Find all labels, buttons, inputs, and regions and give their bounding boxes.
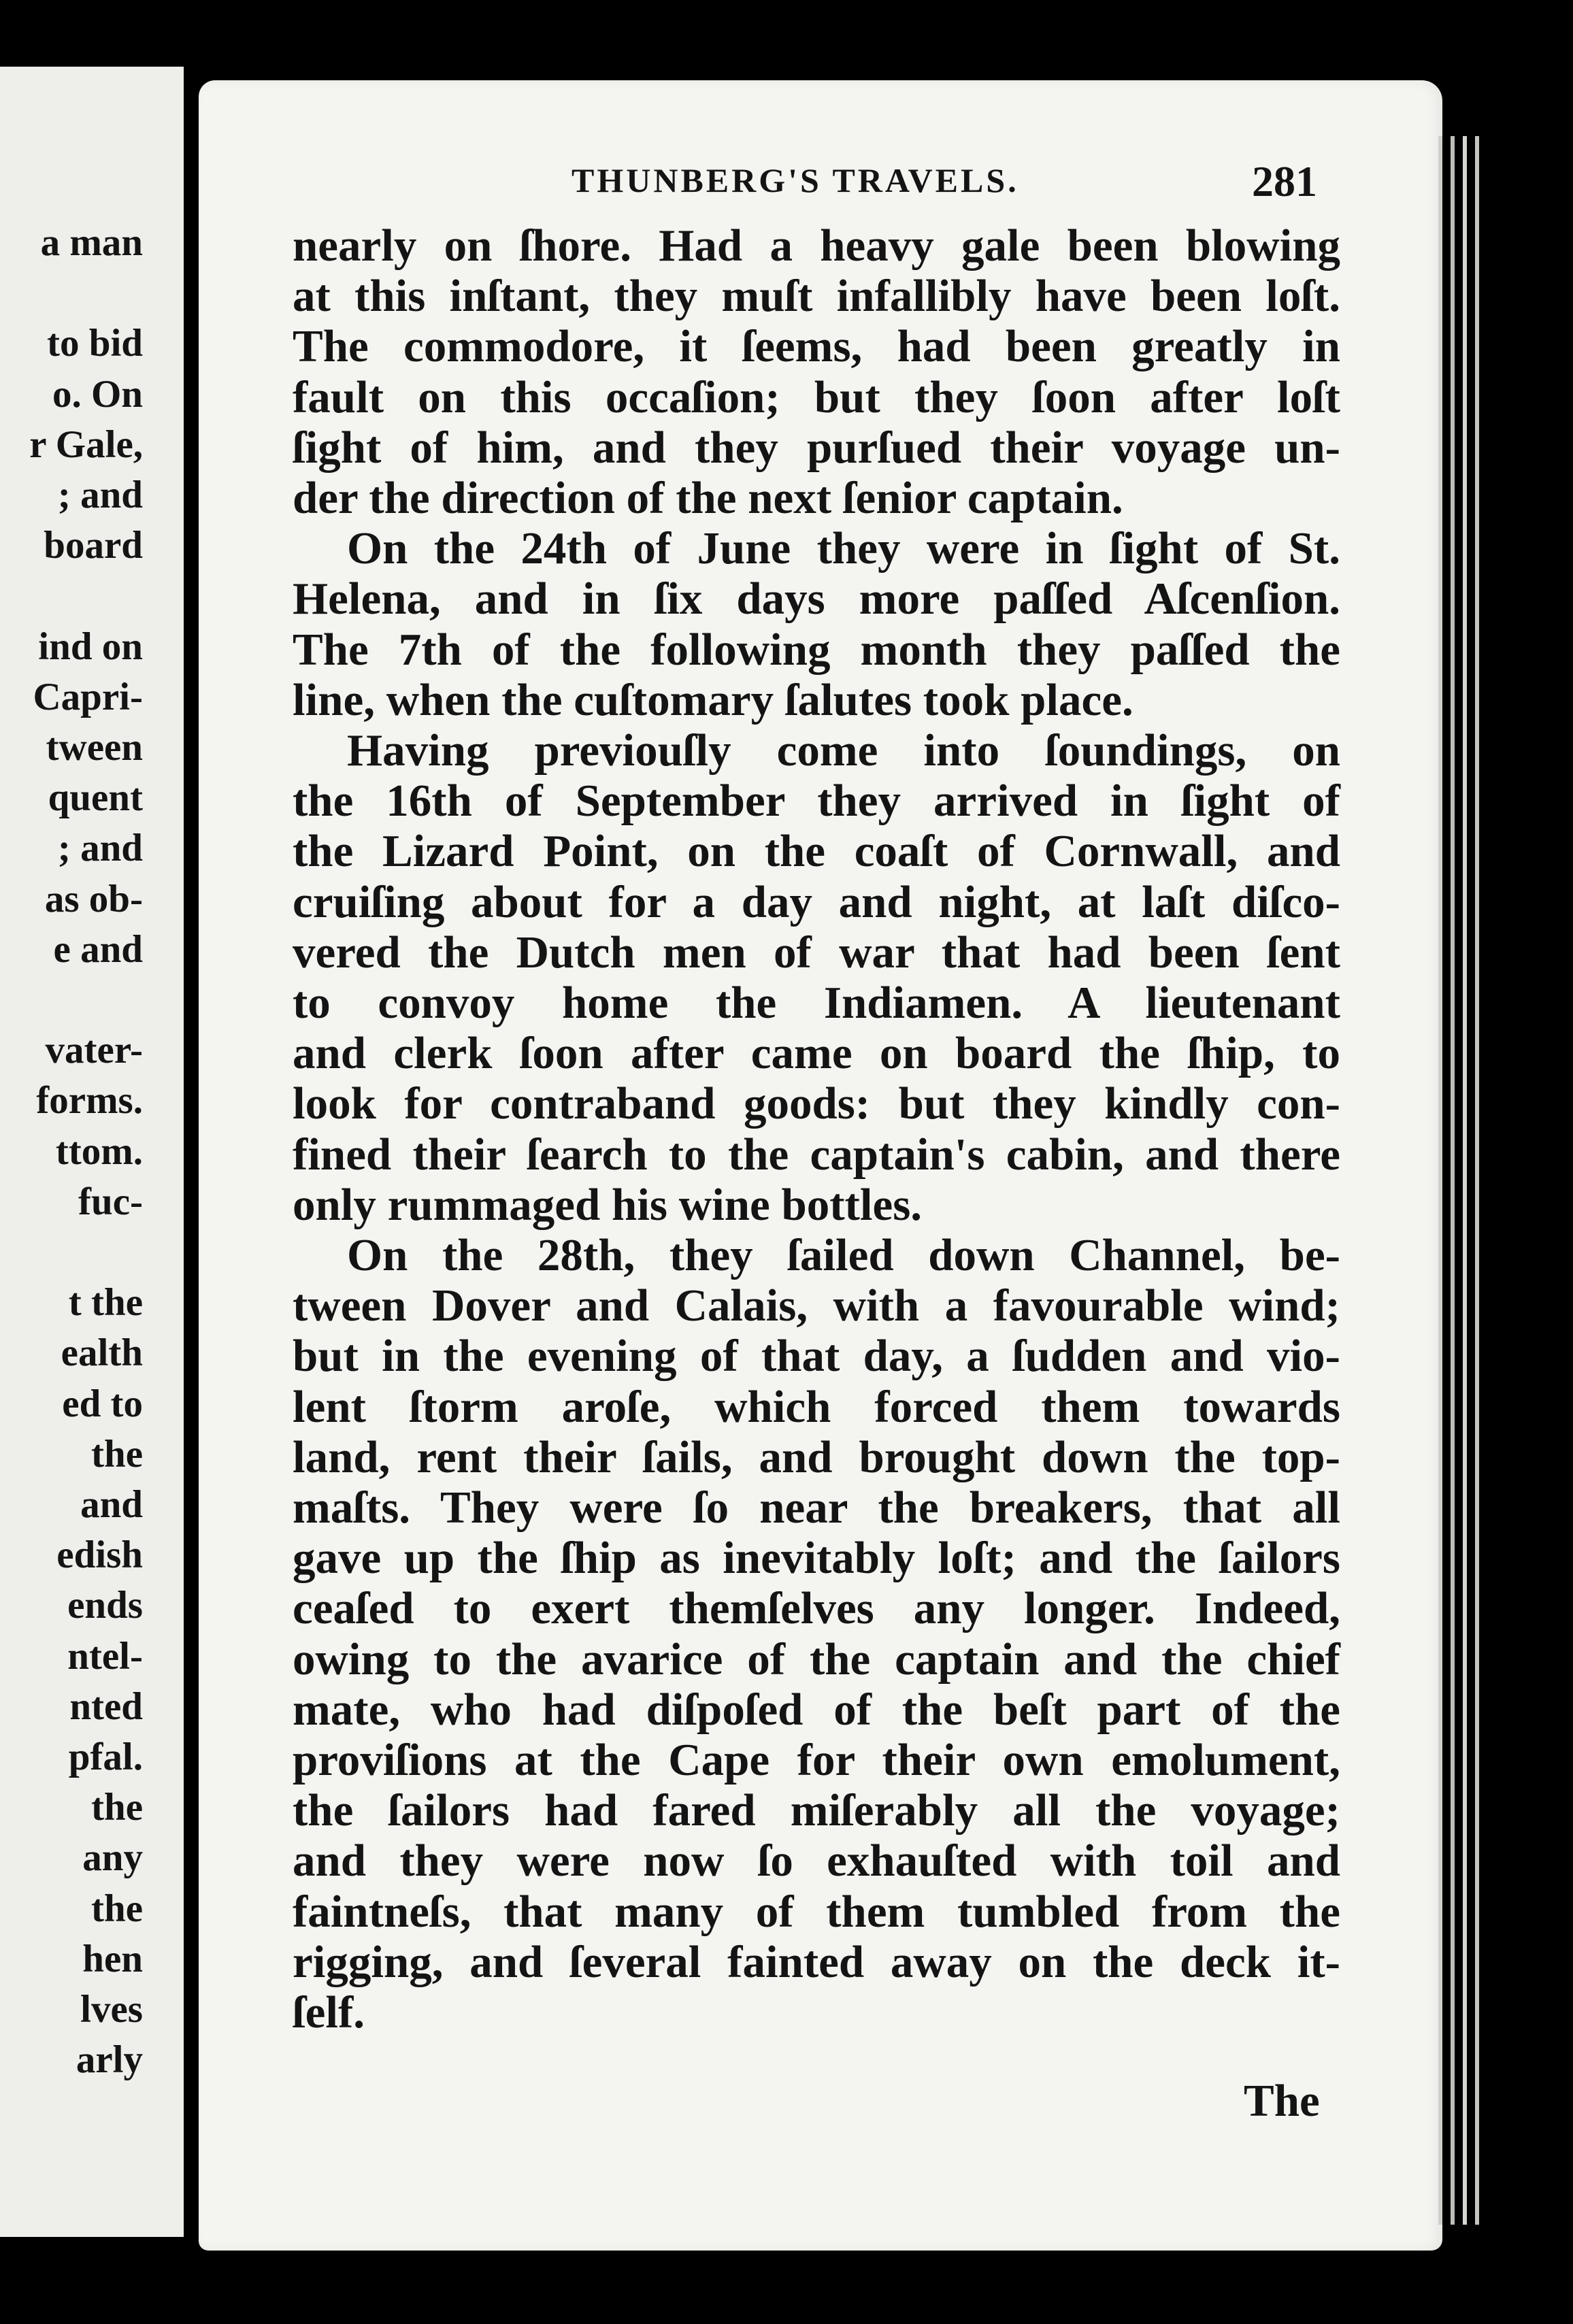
- text-line: look for contraband goods: but they kindly con-: [293, 1078, 1340, 1129]
- left-page-line: pfal.: [68, 1736, 143, 1778]
- left-page-line: Capri-: [33, 675, 143, 718]
- text-line: cruiſing about for a day and night, at laſt diſco-: [293, 876, 1340, 927]
- text-line: On the 28th, they ſailed down Channel, be-: [347, 1230, 1340, 1280]
- left-page-line: ends: [67, 1584, 143, 1627]
- text-line: faintneſs, that many of them tumbled from the: [293, 1886, 1340, 1937]
- page-header: [572, 156, 1573, 204]
- left-page-line: lves: [80, 1988, 143, 2031]
- running-head: THUNBERG'S TRAVELS.: [572, 161, 1019, 199]
- text-line: Helena, and in ſix days more paſſed Aſcenſion.: [293, 574, 1340, 625]
- text-line: The 7th of the following month they paſſed the: [293, 624, 1340, 675]
- text-line: owing to the avarice of the captain and the chief: [293, 1633, 1340, 1684]
- left-page-line: and: [80, 1483, 143, 1526]
- text-line: fined their ſearch to the captain's cabin, and there: [293, 1129, 1340, 1180]
- left-page-line: ; and: [57, 474, 143, 516]
- left-page-line: a man: [40, 221, 143, 264]
- left-page-line: arly: [76, 2038, 143, 2082]
- left-page-line: t the: [68, 1281, 143, 1325]
- left-page-line: o. On: [52, 372, 143, 416]
- left-page-fragment: [0, 67, 184, 2237]
- text-line: maſts. They were ſo near the breakers, that all: [293, 1482, 1340, 1533]
- text-line: ſelf.: [293, 1987, 365, 2038]
- text-line: to convoy home the Indiamen. A lieutenant: [293, 978, 1340, 1028]
- page-edges: [1436, 136, 1517, 2225]
- left-page-line: fuc-: [78, 1180, 143, 1223]
- left-page-line: ind on: [38, 625, 143, 668]
- text-line: nearly on ſhore. Had a heavy gale been blowing: [293, 220, 1340, 271]
- text-line: the 16th of September they arrived in ſight of: [293, 776, 1340, 827]
- text-line: land, rent their ſails, and brought down the top-: [293, 1431, 1340, 1482]
- left-page-line: ; and: [57, 827, 143, 870]
- catchword: The: [1244, 2076, 1320, 2126]
- left-page-line: e and: [53, 927, 143, 971]
- left-page-line: ealth: [61, 1331, 143, 1375]
- text-line: the ſailors had fared miſerably all the voyage;: [293, 1785, 1340, 1836]
- left-page-line: board: [44, 524, 143, 567]
- text-line: only rummaged his wine bottles.: [293, 1179, 923, 1230]
- text-line: vered the Dutch men of war that had been ſent: [293, 927, 1340, 978]
- left-page-line: the: [91, 1887, 143, 1930]
- left-page-line: edish: [56, 1533, 143, 1577]
- left-page-line: ed to: [62, 1382, 143, 1425]
- text-line: ſight of him, and they purſued their voyage un-: [293, 422, 1340, 473]
- left-page-line: the: [91, 1786, 143, 1829]
- text-line: and they were now ſo exhauſted with toil and: [293, 1836, 1340, 1887]
- text-line: and clerk ſoon after came on board the ſhip, to: [293, 1028, 1340, 1079]
- left-page-line: vater-: [45, 1029, 143, 1072]
- left-page-line: quent: [48, 776, 143, 820]
- left-page-line: tween: [46, 726, 143, 769]
- text-line: der the direction of the next ſenior captain.: [293, 473, 1123, 523]
- left-page-line: r Gale,: [29, 422, 143, 466]
- left-page-line: ttom.: [55, 1129, 143, 1173]
- text-line: mate, who had diſpoſed of the beſt part of the: [293, 1684, 1340, 1735]
- text-line: gave up the ſhip as inevitably loſt; and the ſailors: [293, 1533, 1340, 1584]
- left-page-line: forms.: [36, 1079, 143, 1123]
- text-line: Having previouſly come into ſoundings, on: [347, 725, 1340, 776]
- text-line: The commodore, it ſeems, had been greatly in: [293, 321, 1340, 372]
- left-page-line: any: [82, 1836, 143, 1880]
- left-page-line: ntel-: [67, 1634, 143, 1678]
- text-line: On the 24th of June they were in ſight of St.: [347, 523, 1340, 574]
- text-line: line, when the cuſtomary ſalutes took place.: [293, 674, 1133, 725]
- text-line: at this inſtant, they muſt infallibly have been loſt.: [293, 271, 1340, 322]
- text-line: lent ſtorm aroſe, which forced them towards: [293, 1381, 1340, 1432]
- left-page-line: as ob-: [44, 877, 143, 920]
- text-line: ceaſed to exert themſelves any longer. Indeed,: [293, 1583, 1340, 1634]
- text-line: proviſions at the Cape for their own emolument,: [293, 1735, 1340, 1785]
- text-line: fault on this occaſion; but they ſoon after loſt: [293, 371, 1340, 422]
- text-line: but in the evening of that day, a ſudden and vio-: [293, 1331, 1340, 1382]
- left-page-line: nted: [69, 1684, 143, 1728]
- text-line: rigging, and ſeveral fainted away on the deck it-: [293, 1936, 1340, 1987]
- left-page-line: to bid: [47, 322, 143, 365]
- page-number: 281: [1252, 157, 1317, 205]
- left-page-line: the: [91, 1432, 143, 1476]
- text-line: the Lizard Point, on the coaſt of Cornwall, and: [293, 826, 1340, 877]
- left-page-line: hen: [82, 1937, 143, 1980]
- text-line: tween Dover and Calais, with a favourable wind;: [293, 1280, 1340, 1331]
